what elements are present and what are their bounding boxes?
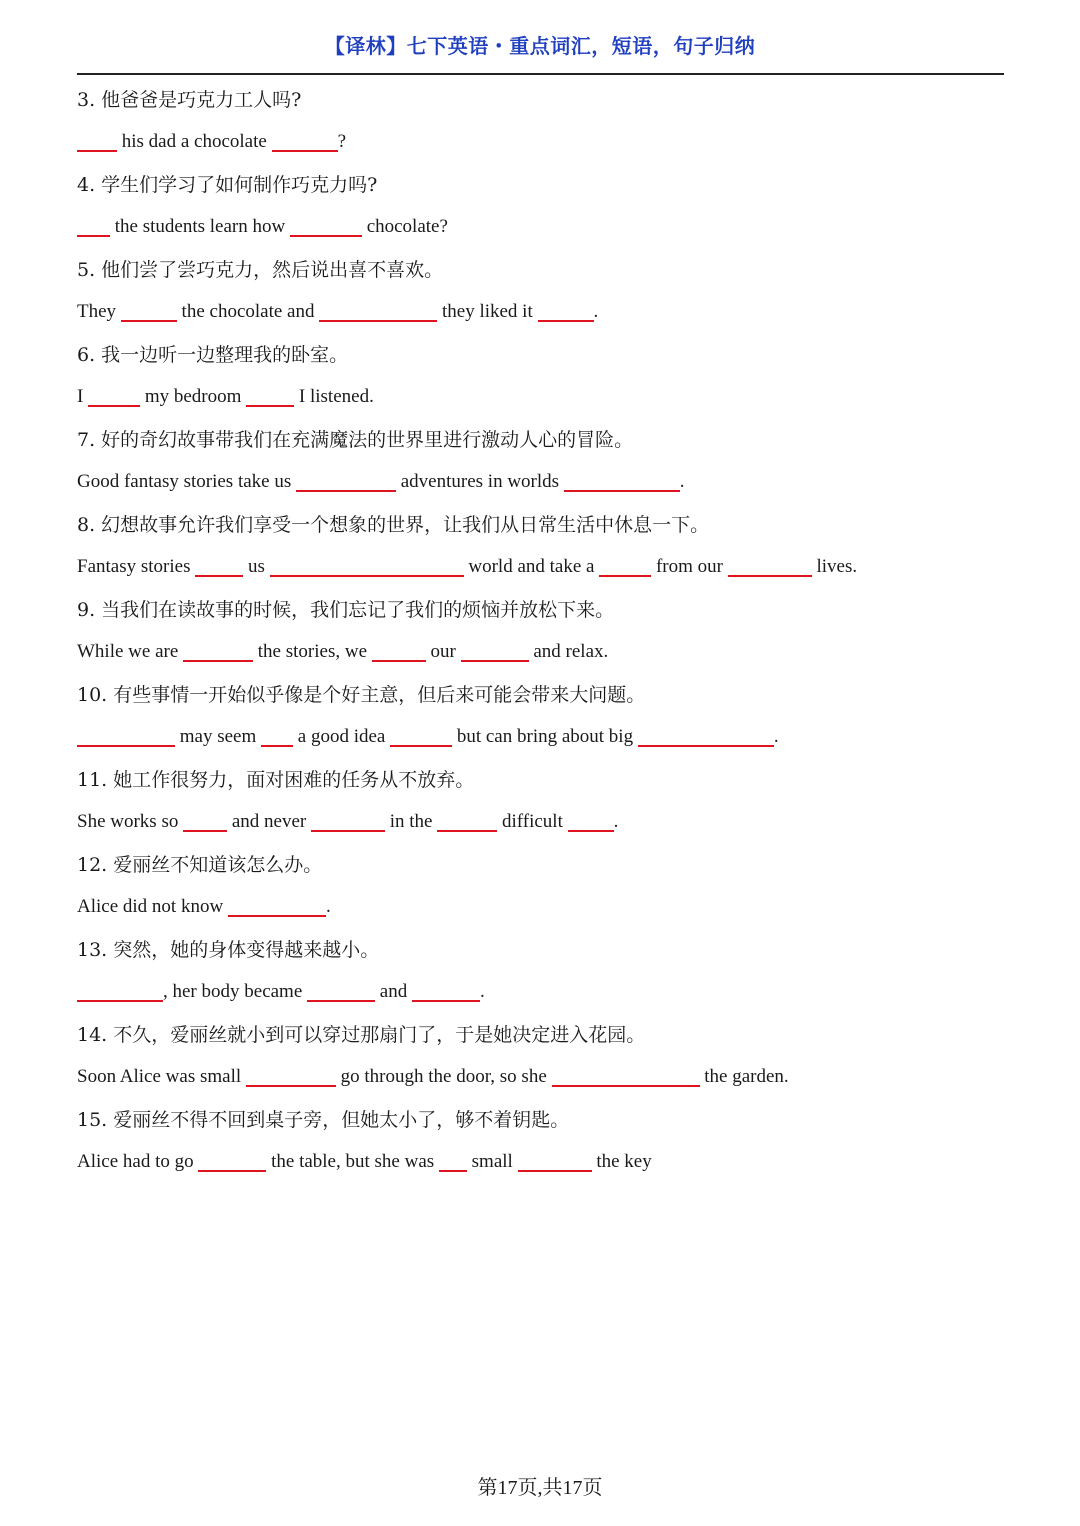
sentence-text: Alice had to go [77, 1151, 199, 1172]
sentence-text: small [466, 1151, 518, 1172]
sentence-text: . [325, 896, 331, 917]
chinese-prompt: 9. 当我们在读故事的时候，我们忘记了我们的烦恼并放松下来。 [77, 599, 615, 621]
sentence-text: our [425, 641, 461, 662]
answer-blank[interactable] [88, 385, 140, 407]
sentence-text: go through the door, so she [335, 1066, 552, 1087]
chinese-prompt: 7. 好的奇幻故事带我们在充满魔法的世界里进行激动人心的冒险。 [77, 429, 634, 451]
sentence-text: ? [337, 131, 347, 152]
sentence-text: Soon Alice was small [77, 1066, 246, 1087]
english-sentence [77, 126, 1017, 169]
chinese-prompt: 8. 幻想故事允许我们享受一个想象的世界，让我们从日常生活中休息一下。 [77, 514, 710, 536]
exercise-item [77, 254, 1017, 339]
answer-blank[interactable] [372, 640, 426, 662]
answer-blank[interactable] [311, 810, 385, 832]
answer-blank[interactable] [390, 725, 452, 747]
document-header-title: 【译林】七下英语・重点词汇，短语，句子归纳 [324, 34, 756, 58]
sentence-text: world and take a [463, 556, 600, 577]
chinese-prompt: 11. 她工作很努力，面对困难的任务从不放弃。 [77, 769, 475, 791]
answer-blank[interactable] [246, 385, 294, 407]
sentence-text: chocolate? [361, 216, 448, 237]
sentence-text: difficult [497, 811, 568, 832]
sentence-text: They [77, 301, 121, 322]
english-sentence [77, 551, 1017, 594]
page-number: 第17页,共17页 [477, 1477, 603, 1499]
answer-blank[interactable] [296, 470, 396, 492]
sentence-text: the key [591, 1151, 652, 1172]
sentence-text: the table, but she was [266, 1151, 439, 1172]
chinese-prompt: 4. 学生们学习了如何制作巧克力吗? [77, 174, 378, 196]
sentence-text: the students learn how [110, 216, 290, 237]
exercise-item [77, 84, 1017, 169]
sentence-text: . [593, 301, 599, 322]
chinese-prompt: 14. 不久，爱丽丝就小到可以穿过那扇门了，于是她决定进入花园。 [77, 1024, 646, 1046]
english-sentence [77, 466, 1017, 509]
answer-blank[interactable] [270, 555, 464, 577]
exercise-item [77, 424, 1017, 509]
sentence-text: adventures in worlds [395, 471, 564, 492]
answer-blank[interactable] [261, 725, 293, 747]
exercise-item [77, 1019, 1017, 1104]
answer-blank[interactable] [183, 640, 253, 662]
answer-blank[interactable] [77, 130, 117, 152]
answer-blank[interactable] [552, 1065, 700, 1087]
answer-blank[interactable] [290, 215, 362, 237]
chinese-prompt: 3. 他爸爸是巧克力工人吗? [77, 89, 302, 111]
answer-blank[interactable] [183, 810, 227, 832]
english-sentence [77, 1061, 1017, 1104]
answer-blank[interactable] [228, 895, 326, 917]
sentence-text: Fantasy stories [77, 556, 196, 577]
chinese-prompt: 6. 我一边听一边整理我的卧室。 [77, 344, 349, 366]
sentence-text: While we are [77, 641, 184, 662]
exercise-item [77, 934, 1017, 1019]
sentence-text: . [613, 811, 619, 832]
chinese-prompt: 15. 爱丽丝不得不回到桌子旁，但她太小了，够不着钥匙。 [77, 1109, 570, 1131]
english-sentence [77, 721, 1017, 764]
chinese-prompt: 13. 突然，她的身体变得越来越小。 [77, 939, 380, 961]
answer-blank[interactable] [198, 1150, 266, 1172]
english-sentence [77, 211, 1017, 254]
exercise-item [77, 764, 1017, 849]
exercise-item [77, 849, 1017, 934]
answer-blank[interactable] [272, 130, 338, 152]
sentence-text: us [243, 556, 270, 577]
answer-blank[interactable] [564, 470, 680, 492]
sentence-text: from our [651, 556, 728, 577]
sentence-text: the stories, we [253, 641, 372, 662]
sentence-text: . [679, 471, 685, 492]
answer-blank[interactable] [538, 300, 594, 322]
sentence-text: and never [227, 811, 311, 832]
sentence-text: his dad a chocolate [117, 131, 272, 152]
answer-blank[interactable] [195, 555, 243, 577]
english-sentence [77, 636, 1017, 679]
answer-blank[interactable] [77, 980, 163, 1002]
exercise-item [77, 1104, 1017, 1189]
sentence-text: She works so [77, 811, 184, 832]
sentence-text: lives. [811, 556, 858, 577]
english-sentence [77, 806, 1017, 849]
exercise-list [77, 84, 1017, 1189]
english-sentence [77, 891, 1017, 934]
chinese-prompt: 10. 有些事情一开始似乎像是个好主意，但后来可能会带来大问题。 [77, 684, 646, 706]
sentence-text: . [479, 981, 485, 1002]
answer-blank[interactable] [439, 1150, 467, 1172]
exercise-item [77, 679, 1017, 764]
sentence-text: my bedroom [140, 386, 247, 407]
header-divider [77, 73, 1004, 75]
exercise-item [77, 594, 1017, 679]
sentence-text: Good fantasy stories take us [77, 471, 296, 492]
english-sentence [77, 296, 1017, 339]
sentence-text: they liked it [437, 301, 538, 322]
exercise-item [77, 509, 1017, 594]
sentence-text: and [375, 981, 412, 1002]
sentence-text: may seem [175, 726, 262, 747]
answer-blank[interactable] [246, 1065, 336, 1087]
sentence-text: I [77, 386, 89, 407]
sentence-text: . [773, 726, 779, 747]
english-sentence [77, 381, 1017, 424]
english-sentence [77, 976, 1017, 1019]
sentence-text: , her body became [163, 981, 308, 1002]
answer-blank[interactable] [568, 810, 614, 832]
answer-blank[interactable] [437, 810, 497, 832]
answer-blank[interactable] [319, 300, 437, 322]
answer-blank[interactable] [121, 300, 177, 322]
answer-blank[interactable] [77, 725, 175, 747]
sentence-text: in the [384, 811, 438, 832]
chinese-prompt: 5. 他们尝了尝巧克力，然后说出喜不喜欢。 [77, 259, 444, 281]
answer-blank[interactable] [728, 555, 812, 577]
exercise-item [77, 339, 1017, 424]
english-sentence [77, 1146, 1017, 1189]
sentence-text: I listened. [294, 386, 374, 407]
exercise-item [77, 169, 1017, 254]
sentence-text: a good idea [293, 726, 391, 747]
sentence-text: and relax. [528, 641, 609, 662]
sentence-text: the chocolate and [176, 301, 320, 322]
answer-blank[interactable] [307, 980, 375, 1002]
sentence-text: but can bring about big [452, 726, 638, 747]
answer-blank[interactable] [599, 555, 651, 577]
sentence-text: the garden. [699, 1066, 789, 1087]
answer-blank[interactable] [518, 1150, 592, 1172]
answer-blank[interactable] [77, 215, 110, 237]
chinese-prompt: 12. 爱丽丝不知道该怎么办。 [77, 854, 323, 876]
answer-blank[interactable] [461, 640, 529, 662]
answer-blank[interactable] [638, 725, 774, 747]
sentence-text: Alice did not know [77, 896, 228, 917]
answer-blank[interactable] [412, 980, 480, 1002]
